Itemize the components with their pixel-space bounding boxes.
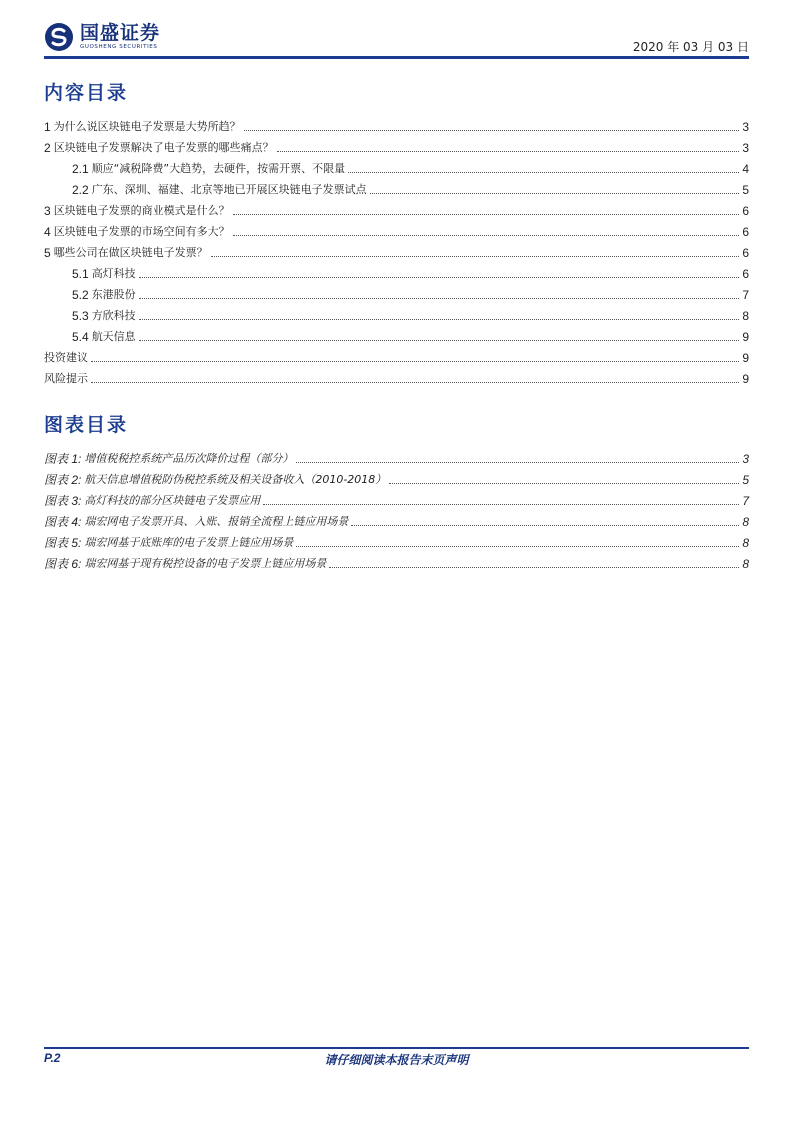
figure-entry-number: 图表 5: (44, 536, 82, 550)
figure-entry-label: 瑞宏网基于现有税控设备的电子发票上链应用场景 (84, 557, 327, 570)
toc-entry-page: 6 (742, 267, 749, 281)
dot-leader (348, 171, 739, 173)
figure-entry-number: 图表 6: (44, 557, 82, 571)
toc-subentry[interactable] (72, 326, 749, 344)
contents-title: 内容目录 (44, 82, 129, 104)
toc-entry[interactable] (44, 137, 749, 155)
toc-entry-label: 投资建议 (44, 351, 88, 364)
toc-entry-page: 9 (742, 351, 749, 365)
page-header (44, 20, 749, 56)
toc-entry-page: 9 (742, 372, 749, 386)
figure-entry[interactable] (44, 511, 749, 529)
figure-entry-label: 高灯科技的部分区块链电子发票应用 (84, 494, 261, 507)
footer-disclaimer: 请仔细阅读本报告末页声明 (324, 1053, 469, 1067)
toc-entry[interactable] (44, 368, 749, 386)
dot-leader (233, 234, 740, 236)
dot-leader (139, 339, 740, 341)
toc-entry-number: 3 (44, 204, 51, 218)
figure-entry-page: 7 (742, 494, 749, 508)
toc-entry-label: 高灯科技 (91, 267, 136, 280)
dot-leader (211, 255, 740, 257)
brand-name: 国盛证券 (80, 22, 161, 44)
toc-entry-page: 6 (742, 246, 749, 260)
toc-entry-number: 2.1 (72, 162, 89, 176)
page-number: P.2 (44, 1051, 61, 1065)
toc-entry-number: 4 (44, 225, 51, 239)
footer-divider (44, 1047, 749, 1049)
figure-entry-page: 3 (742, 452, 749, 466)
figure-entry-page: 8 (742, 557, 749, 571)
dot-leader (389, 482, 739, 484)
figure-entry[interactable] (44, 469, 749, 487)
toc-entry-label: 为什么说区块链电子发票是大势所趋？ (53, 120, 241, 133)
toc-subentry[interactable] (72, 284, 749, 302)
dot-leader (233, 213, 740, 215)
toc-entry-number: 5.1 (72, 267, 89, 281)
dot-leader (277, 150, 740, 152)
toc-entry[interactable] (44, 116, 749, 134)
toc-entry-number: 5.2 (72, 288, 89, 302)
toc-entry[interactable] (44, 221, 749, 239)
figures-title: 图表目录 (44, 414, 129, 436)
figure-entry-number: 图表 4: (44, 515, 82, 529)
dot-leader (296, 545, 739, 547)
toc-entry-label: 顺应“减税降费”大趋势，去硬件，按需开票、不限量 (91, 162, 346, 175)
toc-entry-page: 3 (742, 141, 749, 155)
brand-name-en: GUOSHENG SECURITIES (80, 44, 158, 50)
toc-entry[interactable] (44, 242, 749, 260)
toc-entry-number: 5.3 (72, 309, 89, 323)
toc-entry-number: 2.2 (72, 183, 89, 197)
toc-subentry[interactable] (72, 305, 749, 323)
toc-entry-page: 7 (742, 288, 749, 302)
figure-entry-number: 图表 1: (44, 452, 82, 466)
toc-entry-number: 1 (44, 120, 51, 134)
toc-entry-label: 航天信息 (91, 330, 136, 343)
figure-entry[interactable] (44, 532, 749, 550)
figure-entry-number: 图表 2: (44, 473, 82, 487)
toc-entry-label: 方欣科技 (91, 309, 136, 322)
toc-entry-label: 哪些公司在做区块链电子发票？ (53, 246, 208, 259)
dot-leader (139, 297, 740, 299)
figure-entry-label: 瑞宏网电子发票开具、入账、报销全流程上链应用场景 (84, 515, 349, 528)
toc-entry-label: 区块链电子发票的市场空间有多大？ (53, 225, 230, 238)
dot-leader (296, 461, 739, 463)
header-divider (44, 56, 749, 59)
toc-entry-page: 9 (742, 330, 749, 344)
toc-subentry[interactable] (72, 158, 749, 176)
toc-entry-page: 6 (742, 204, 749, 218)
toc-entry-page: 8 (742, 309, 749, 323)
dot-leader (370, 192, 740, 194)
dot-leader (91, 360, 739, 362)
figure-entry[interactable] (44, 490, 749, 508)
figure-entry-label: 瑞宏网基于底账库的电子发票上链应用场景 (84, 536, 294, 549)
toc-entry-label: 区块链电子发票解决了电子发票的哪些痛点？ (53, 141, 274, 154)
toc-entry-number: 5 (44, 246, 51, 260)
toc-subentry[interactable] (72, 179, 749, 197)
figure-entry-page: 5 (742, 473, 749, 487)
toc-entry-label: 区块链电子发票的商业模式是什么？ (53, 204, 230, 217)
figure-entry-number: 图表 3: (44, 494, 82, 508)
dot-leader (139, 318, 740, 320)
toc-entry-label: 风险提示 (44, 372, 88, 385)
toc-entry-page: 3 (742, 120, 749, 134)
dot-leader (263, 503, 739, 505)
toc-entry-page: 6 (742, 225, 749, 239)
dot-leader (244, 129, 740, 131)
report-date: 2020 年 03 月 03 日 (632, 40, 749, 54)
figure-entry-label: 增值税税控系统产品历次降价过程（部分） (84, 452, 294, 465)
toc-entry[interactable] (44, 347, 749, 365)
guosheng-logo-icon (44, 22, 74, 52)
figure-entry[interactable] (44, 553, 749, 571)
figure-entry-page: 8 (742, 515, 749, 529)
dot-leader (351, 524, 739, 526)
dot-leader (139, 276, 740, 278)
toc-subentry[interactable] (72, 263, 749, 281)
figure-entry-label: 航天信息增值税防伪税控系统及相关设备收入（2010-2018） (84, 473, 387, 486)
toc-entry-label: 东港股份 (91, 288, 136, 301)
toc-entry-number: 2 (44, 141, 51, 155)
toc-entry[interactable] (44, 200, 749, 218)
toc-entry-page: 5 (742, 183, 749, 197)
figure-entry-page: 8 (742, 536, 749, 550)
dot-leader (329, 566, 739, 568)
toc-entry-number: 5.4 (72, 330, 89, 344)
brand-logo (44, 22, 160, 52)
dot-leader (91, 381, 739, 383)
figure-entry[interactable] (44, 448, 749, 466)
toc-entry-label: 广东、深圳、福建、北京等地已开展区块链电子发票试点 (91, 183, 367, 196)
toc-entry-page: 4 (742, 162, 749, 176)
